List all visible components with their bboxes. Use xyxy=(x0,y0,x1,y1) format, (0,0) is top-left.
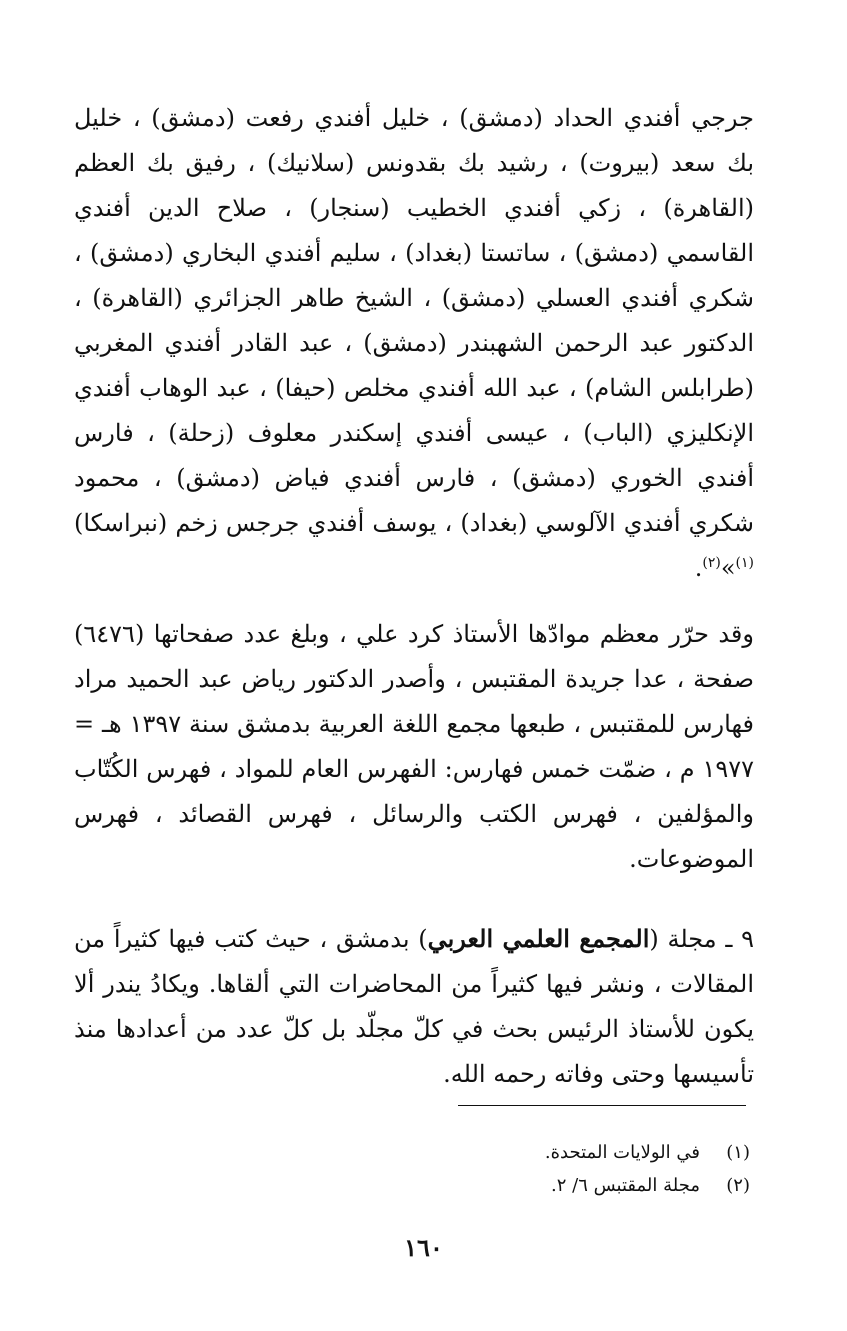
footnote-item xyxy=(400,1169,750,1202)
footnote-number: (٢) xyxy=(726,1175,750,1196)
footnotes xyxy=(400,1136,750,1202)
paragraph-academy-journal xyxy=(74,916,754,1097)
members-list-text: جرجي أفندي الحداد (دمشق) ، خليل أفندي رفعت (دمشق) ، خليل بك سعد (بيروت) ، رشيد بك بقدونس (سلانيك) ، رفيق بك العظم (القاهرة) ، زكي أفندي الخطيب (سنجار) ، صلاح الدين أفندي القاسمي (دمشق) ، ساتستا (بغداد) ، سليم أفندي البخاري (دمشق) ، شكري أفندي العسلي (دمشق) ، الشيخ طاهر الجزائري (القاهرة) ، الدكتور عبد الرحمن الشهبندر (دمشق) ، عبد القادر أفندي المغربي (طرابلس الشام) ، عبد الله أفندي مخلص (حيفا) ، عبد الوهاب أفندي الإنكليزي (الباب) ، عيسى أفندي إسكندر معلوف (زحلة) ، فارس أفندي الخوري (دمشق) ، فارس أفندي فياض (دمشق) ، محمود شكري أفندي الآلوسي (بغداد) ، يوسف أفندي جرجس زخم (نبراسكا) xyxy=(74,104,755,537)
footnote-divider xyxy=(458,1105,746,1106)
footnote-text: في الولايات المتحدة. xyxy=(544,1142,700,1163)
academy-journal-text: ) بدمشق ، حيث كتب فيها كثيراً من المقالات ، ونشر فيها كثيراً من المحاضرات التي ألقاها. ويكادُ يندر ألا يكون للأستاذ الرئيس بحث في كلّ مجلّد بل كلّ عدد من أعدادها منذ تأسيسها وحتى وفاته رحمه الله. xyxy=(74,925,754,1088)
paragraph-muqtabas-index xyxy=(74,612,754,882)
footnote-ref-2: (٢) xyxy=(702,555,721,571)
muqtabas-index-text: وقد حرّر معظم موادّها الأستاذ كرد علي ، وبلغ عدد صفحاتها (٦٤٧٦) صفحة ، عدا جريدة المقتبس ، وأصدر الدكتور رياض عبد الحميد مراد فهارس للمقتبس ، طبعها مجمع اللغة العربية بدمشق سنة ١٣٩٧ هـ = ١٩٧٧ م ، ضمّت خمس فهارس: الفهرس العام للمواد ، فهرس الكُتّاب والمؤلفين ، فهرس الكتب والرسائل ، فهرس القصائد ، فهرس الموضوعات. xyxy=(74,620,754,873)
footnote-ref-1: (١) xyxy=(735,555,754,571)
closing-quote: » xyxy=(720,554,736,582)
paragraph-members-list xyxy=(74,96,754,591)
academy-journal-lead: ٩ ـ مجلة ( xyxy=(649,925,754,953)
footnote-text: مجلة المقتبس ٦/ ٢. xyxy=(551,1175,700,1196)
paragraph-end-mark: . xyxy=(694,554,703,582)
page-number: ١٦٠ xyxy=(404,1233,443,1262)
footnote-item xyxy=(400,1136,750,1169)
academy-journal-title: المجمع العلمي العربي xyxy=(427,924,650,953)
footnote-number: (١) xyxy=(726,1142,750,1163)
